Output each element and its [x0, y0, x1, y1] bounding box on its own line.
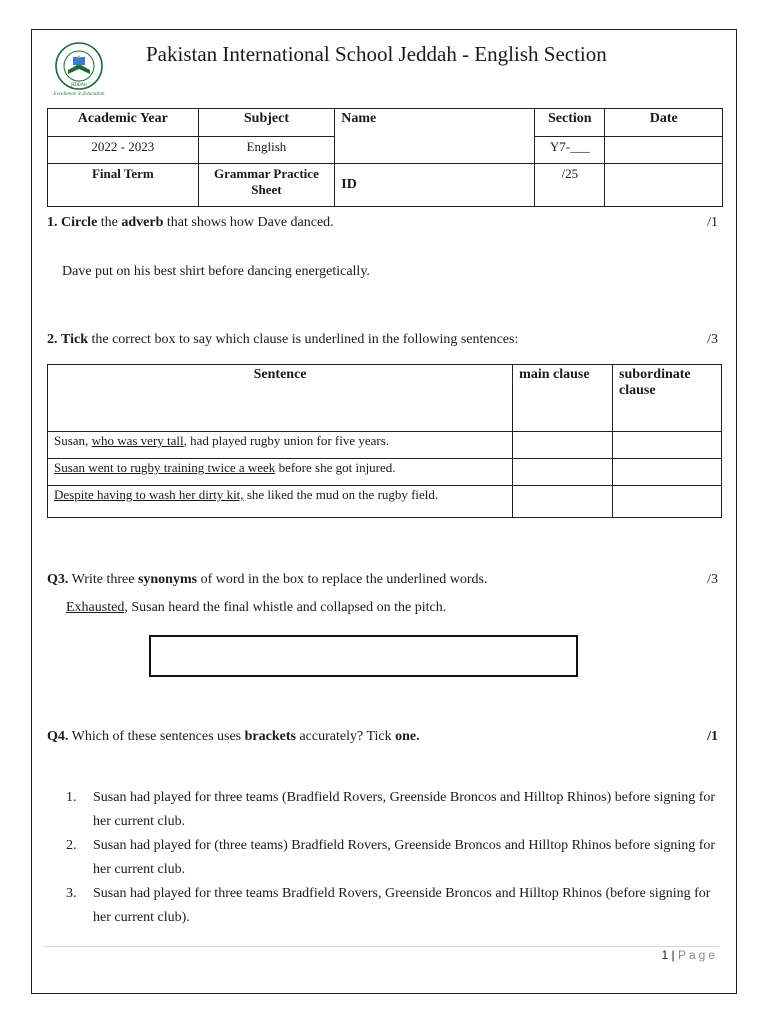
date-field-2[interactable] [605, 164, 723, 207]
synonyms-answer-box[interactable] [149, 635, 578, 677]
list-item[interactable] [66, 882, 726, 930]
q4-options [66, 786, 726, 930]
header-academic-year: Academic Year [48, 109, 199, 137]
option-text: Susan had played for three teams Bradfield Rovers, Greenside Broncos and Hilltop Rhinos (before signing for her current club). [93, 886, 711, 925]
page-footer [661, 948, 718, 962]
q1-marks: /1 [707, 215, 718, 230]
header-section: Section [535, 109, 605, 137]
option-number: 3. [66, 886, 77, 901]
q1-sentence[interactable]: Dave put on his best shirt before dancing energetically. [62, 264, 370, 279]
sentence-text: , had played rugby union for five years. [183, 433, 390, 448]
q1-text-pre: the [97, 215, 122, 230]
question-2 [47, 332, 723, 348]
q3-number: Q3. [47, 572, 69, 587]
q1-text-post: that shows how Dave danced. [163, 215, 334, 230]
student-info-table [47, 108, 723, 207]
q4-marks: /1 [707, 729, 718, 744]
sentence-text: Susan, [54, 433, 92, 448]
date-field[interactable] [605, 137, 723, 164]
q4-keyword: brackets [244, 729, 296, 744]
list-item[interactable] [66, 834, 726, 882]
clause-table [47, 364, 722, 518]
table-row [48, 432, 722, 459]
q3-sentence-rest: , Susan heard the final whistle and collapsed on the pitch. [124, 600, 447, 615]
option-number: 2. [66, 838, 77, 853]
q3-text-pre: Write three [68, 572, 138, 587]
option-text: Susan had played for three teams (Bradfield Rovers, Greenside Broncos and Hilltop Rhinos) before signing for her current club. [93, 790, 716, 829]
q2-verb: Tick [61, 332, 88, 347]
sentence-text: she liked the mud on the rugby field. [243, 487, 439, 502]
name-label: Name [341, 111, 377, 126]
option-text: Susan had played for (three teams) Bradfield Rovers, Greenside Broncos and Hilltop Rhinos before signing for her current club. [93, 838, 716, 877]
underlined-word: Exhausted [66, 600, 125, 615]
q2-number: 2. [47, 332, 58, 347]
question-4 [47, 729, 723, 745]
term-value: Final Term [48, 164, 199, 207]
subject-value: English [198, 137, 335, 164]
q1-number: 1. [47, 215, 58, 230]
q1-verb: Circle [61, 215, 98, 230]
list-item[interactable] [66, 786, 726, 834]
q4-text-pre: Which of these sentences uses [68, 729, 245, 744]
page-separator: | [668, 948, 678, 962]
header-sentence: Sentence [48, 365, 513, 432]
id-label: ID [341, 177, 357, 192]
question-3 [47, 572, 723, 588]
q4-text-mid: accurately? Tick [295, 729, 396, 744]
school-crest-icon [42, 40, 116, 96]
header-subject: Subject [198, 109, 335, 137]
header-subordinate-clause: subordinate clause [613, 365, 722, 432]
option-number: 1. [66, 790, 77, 805]
underlined-clause: who was very tall [91, 433, 184, 448]
main-clause-tickbox[interactable] [513, 459, 613, 486]
sentence-cell [48, 486, 513, 518]
sentence-cell [48, 432, 513, 459]
header-date: Date [605, 109, 723, 137]
q4-keyword-2: one. [395, 729, 420, 744]
subordinate-clause-tickbox[interactable] [613, 432, 722, 459]
page-title: Pakistan International School Jeddah - English Section [146, 42, 607, 66]
page-number: 1 [661, 948, 669, 962]
main-clause-tickbox[interactable] [513, 486, 613, 518]
q2-text: the correct box to say which clause is underlined in the following sentences: [87, 332, 519, 347]
sentence-cell [48, 459, 513, 486]
footer-divider [43, 946, 719, 947]
total-marks: /25 [535, 164, 605, 207]
q3-marks: /3 [707, 572, 718, 587]
q3-text-post: of word in the box to replace the underlined words. [197, 572, 488, 587]
q3-sentence [66, 600, 446, 616]
underlined-clause: Despite having to wash her dirty kit, [54, 487, 244, 502]
q2-marks: /3 [707, 332, 718, 347]
academic-year-value: 2022 - 2023 [48, 137, 199, 164]
id-field[interactable] [335, 164, 535, 207]
subordinate-clause-tickbox[interactable] [613, 459, 722, 486]
table-row [48, 459, 722, 486]
table-row [48, 486, 722, 518]
q4-number: Q4. [47, 729, 69, 744]
q1-keyword: adverb [121, 215, 164, 230]
subordinate-clause-tickbox[interactable] [613, 486, 722, 518]
q3-keyword: synonyms [137, 572, 198, 587]
svg-text:Excellence in Education: Excellence in Education [53, 91, 105, 96]
main-clause-tickbox[interactable] [513, 432, 613, 459]
sentence-text: before she got injured. [275, 460, 396, 475]
section-field[interactable]: Y7-___ [535, 137, 605, 164]
sheet-value: Grammar Practice Sheet [198, 164, 335, 207]
header-main-clause: main clause [513, 365, 613, 432]
svg-text:JEDDAH: JEDDAH [71, 82, 87, 87]
name-field[interactable] [335, 109, 535, 164]
underlined-clause: Susan went to rugby training twice a week [54, 460, 276, 475]
question-1 [47, 215, 723, 231]
page-word: Page [677, 948, 718, 962]
